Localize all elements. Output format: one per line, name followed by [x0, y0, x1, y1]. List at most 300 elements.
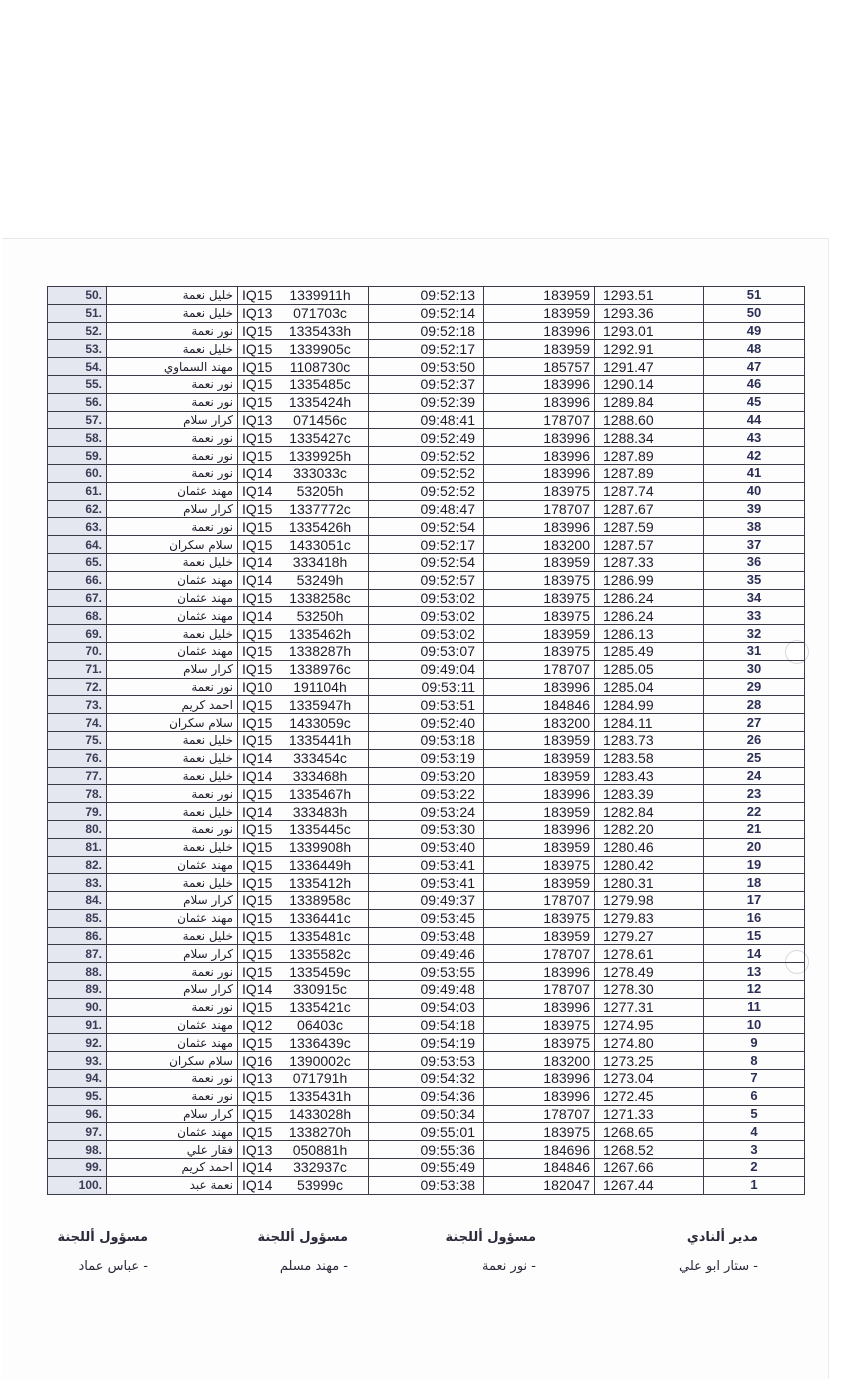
distance-cell: 183996: [484, 322, 595, 340]
ring-number-cell: [238, 714, 369, 732]
arrival-time-cell: 09:52:37: [369, 375, 484, 393]
speed-cell: 1268.52: [595, 1141, 704, 1159]
table-row: [48, 358, 805, 376]
ring-number: 1390002c: [289, 1052, 351, 1069]
ring-country-code: IQ15: [242, 643, 273, 660]
ring-number-cell: [238, 411, 369, 429]
ring-number: 06403c: [297, 1017, 343, 1034]
ring-number: 1433051c: [289, 536, 351, 553]
distance-cell: 178707: [484, 411, 595, 429]
speed-cell: 1286.24: [595, 589, 704, 607]
ring-country-code: IQ15: [242, 625, 273, 642]
ring-country-code: IQ15: [242, 358, 273, 375]
ring-country-code: IQ15: [242, 536, 273, 553]
ring-number-cell: [238, 767, 369, 785]
position-cell: 7: [704, 1070, 805, 1088]
distance-cell: 178707: [484, 981, 595, 999]
distance-cell: 183996: [484, 678, 595, 696]
distance-cell: 182047: [484, 1176, 595, 1194]
arrival-time-cell: 09:52:49: [369, 429, 484, 447]
distance-cell: 183959: [484, 803, 595, 821]
position-cell: 51: [704, 287, 805, 305]
table-row: [48, 625, 805, 643]
arrival-time-cell: 09:55:01: [369, 1123, 484, 1141]
speed-cell: 1287.67: [595, 500, 704, 518]
fancier-name-cell: كرار سلام: [107, 500, 238, 518]
ring-number-cell: [238, 696, 369, 714]
ring-number-cell: [238, 393, 369, 411]
ring-number: 1335427c: [289, 429, 351, 446]
ring-country-code: IQ15: [242, 732, 273, 749]
table-row: [48, 749, 805, 767]
ring-number-cell: [238, 838, 369, 856]
ring-number: 071703c: [293, 305, 347, 322]
position-cell: 41: [704, 464, 805, 482]
ring-number: 1339925h: [288, 447, 352, 464]
speed-cell: 1285.05: [595, 660, 704, 678]
ring-number-cell: [238, 358, 369, 376]
rank-cell: 81.: [48, 838, 107, 856]
fancier-name-cell: مهند عثمان: [107, 1016, 238, 1034]
ring-number: 1336449h: [288, 856, 352, 873]
signature-title: مسؤول أللجنة: [57, 1230, 148, 1245]
ring-number: 1338287h: [288, 643, 352, 660]
arrival-time-cell: 09:53:41: [369, 856, 484, 874]
rank-cell: 95.: [48, 1087, 107, 1105]
arrival-time-cell: 09:52:17: [369, 340, 484, 358]
fancier-name-cell: نور نعمة: [107, 375, 238, 393]
ring-number-cell: [238, 892, 369, 910]
ring-number-cell: [238, 375, 369, 393]
table-row: [48, 945, 805, 963]
ring-number: 53250h: [296, 607, 344, 624]
arrival-time-cell: 09:54:36: [369, 1087, 484, 1105]
distance-cell: 183959: [484, 749, 595, 767]
distance-cell: 183996: [484, 1070, 595, 1088]
position-cell: 47: [704, 358, 805, 376]
ring-number: 1335426h: [288, 518, 352, 535]
ring-country-code: IQ15: [242, 322, 273, 339]
distance-cell: 183959: [484, 927, 595, 945]
arrival-time-cell: 09:49:46: [369, 945, 484, 963]
fancier-name-cell: نور نعمة: [107, 1087, 238, 1105]
signature-committee-1: [445, 1230, 536, 1274]
speed-cell: 1280.31: [595, 874, 704, 892]
ring-country-code: IQ15: [242, 874, 273, 891]
position-cell: 33: [704, 607, 805, 625]
table-row: [48, 642, 805, 660]
ring-number-cell: [238, 1159, 369, 1177]
table-row: [48, 714, 805, 732]
signature-name: - مهند مسلم: [279, 1259, 348, 1274]
speed-cell: 1271.33: [595, 1105, 704, 1123]
ring-country-code: IQ15: [242, 340, 273, 357]
speed-cell: 1282.20: [595, 820, 704, 838]
rank-cell: 78.: [48, 785, 107, 803]
distance-cell: 184696: [484, 1141, 595, 1159]
position-cell: 50: [704, 304, 805, 322]
signature-name: - عباس عماد: [78, 1259, 148, 1274]
speed-cell: 1280.46: [595, 838, 704, 856]
fancier-name-cell: سلام سكران: [107, 536, 238, 554]
ring-country-code: IQ14: [242, 1159, 273, 1176]
rank-cell: 75.: [48, 731, 107, 749]
ring-number-cell: [238, 1141, 369, 1159]
distance-cell: 183975: [484, 1123, 595, 1141]
fancier-name-cell: كرار سلام: [107, 411, 238, 429]
ring-number-cell: [238, 909, 369, 927]
speed-cell: 1274.80: [595, 1034, 704, 1052]
arrival-time-cell: 09:48:41: [369, 411, 484, 429]
table-row: [48, 874, 805, 892]
position-cell: 6: [704, 1087, 805, 1105]
ring-number-cell: [238, 820, 369, 838]
position-cell: 34: [704, 589, 805, 607]
distance-cell: 183996: [484, 820, 595, 838]
table-row: [48, 803, 805, 821]
rank-cell: 54.: [48, 358, 107, 376]
arrival-time-cell: 09:55:36: [369, 1141, 484, 1159]
arrival-time-cell: 09:49:48: [369, 981, 484, 999]
fancier-name-cell: خليل نعمة: [107, 749, 238, 767]
fancier-name-cell: خليل نعمة: [107, 874, 238, 892]
ring-number: 1335947h: [288, 696, 352, 713]
speed-cell: 1279.83: [595, 909, 704, 927]
arrival-time-cell: 09:53:48: [369, 927, 484, 945]
rank-cell: 92.: [48, 1034, 107, 1052]
table-row: [48, 785, 805, 803]
ring-number-cell: [238, 1105, 369, 1123]
fancier-name-cell: نور نعمة: [107, 429, 238, 447]
rank-cell: 93.: [48, 1052, 107, 1070]
ring-country-code: IQ14: [242, 607, 273, 624]
arrival-time-cell: 09:52:13: [369, 287, 484, 305]
rank-cell: 94.: [48, 1070, 107, 1088]
ring-number-cell: [238, 874, 369, 892]
ring-number-cell: [238, 803, 369, 821]
ring-country-code: IQ14: [242, 803, 273, 820]
speed-cell: 1287.74: [595, 482, 704, 500]
ring-number-cell: [238, 447, 369, 465]
distance-cell: 178707: [484, 945, 595, 963]
position-cell: 31: [704, 642, 805, 660]
fancier-name-cell: نعمة عبد: [107, 1176, 238, 1194]
rank-cell: 74.: [48, 714, 107, 732]
rank-cell: 84.: [48, 892, 107, 910]
table-row: [48, 678, 805, 696]
fancier-name-cell: نور نعمة: [107, 322, 238, 340]
position-cell: 25: [704, 749, 805, 767]
ring-number: 53249h: [296, 572, 344, 589]
arrival-time-cell: 09:55:49: [369, 1159, 484, 1177]
position-cell: 4: [704, 1123, 805, 1141]
ring-country-code: IQ13: [242, 1141, 273, 1158]
rank-cell: 88.: [48, 963, 107, 981]
ring-number-cell: [238, 607, 369, 625]
ring-country-code: IQ15: [242, 394, 273, 411]
distance-cell: 184846: [484, 696, 595, 714]
fancier-name-cell: احمد كريم: [107, 1159, 238, 1177]
position-cell: 5: [704, 1105, 805, 1123]
position-cell: 40: [704, 482, 805, 500]
table-row: [48, 1016, 805, 1034]
table-row: [48, 981, 805, 999]
position-cell: 12: [704, 981, 805, 999]
ring-number: 1338258c: [289, 589, 351, 606]
rank-cell: 51.: [48, 304, 107, 322]
arrival-time-cell: 09:48:47: [369, 500, 484, 518]
signature-title: مسؤول أللجنة: [445, 1230, 536, 1245]
ring-number: 53205h: [296, 483, 344, 500]
speed-cell: 1290.14: [595, 375, 704, 393]
speed-cell: 1273.25: [595, 1052, 704, 1070]
speed-cell: 1286.99: [595, 571, 704, 589]
rank-cell: 97.: [48, 1123, 107, 1141]
distance-cell: 185757: [484, 358, 595, 376]
ring-number-cell: [238, 429, 369, 447]
ring-number: 1338976c: [289, 661, 351, 678]
rank-cell: 69.: [48, 625, 107, 643]
speed-cell: 1284.99: [595, 696, 704, 714]
position-cell: 42: [704, 447, 805, 465]
distance-cell: 183996: [484, 447, 595, 465]
fancier-name-cell: نور نعمة: [107, 678, 238, 696]
distance-cell: 183975: [484, 856, 595, 874]
table-row: [48, 447, 805, 465]
ring-country-code: IQ15: [242, 1088, 273, 1105]
ring-number-cell: [238, 731, 369, 749]
rank-cell: 72.: [48, 678, 107, 696]
arrival-time-cell: 09:53:24: [369, 803, 484, 821]
position-cell: 46: [704, 375, 805, 393]
table-row: [48, 1159, 805, 1177]
ring-number: 1335459c: [289, 963, 351, 980]
speed-cell: 1278.61: [595, 945, 704, 963]
ring-country-code: IQ15: [242, 928, 273, 945]
ring-country-code: IQ15: [242, 1106, 273, 1123]
position-cell: 30: [704, 660, 805, 678]
distance-cell: 183959: [484, 838, 595, 856]
distance-cell: 183959: [484, 304, 595, 322]
position-cell: 22: [704, 803, 805, 821]
arrival-time-cell: 09:53:07: [369, 642, 484, 660]
ring-number-cell: [238, 500, 369, 518]
ring-number: 1433059c: [289, 714, 351, 731]
ring-number: 1335421c: [289, 999, 351, 1016]
distance-cell: 184846: [484, 1159, 595, 1177]
fancier-name-cell: نور نعمة: [107, 963, 238, 981]
ring-number: 1339911h: [289, 287, 351, 304]
position-cell: 13: [704, 963, 805, 981]
speed-cell: 1278.30: [595, 981, 704, 999]
fancier-name-cell: نور نعمة: [107, 518, 238, 536]
ring-country-code: IQ10: [242, 678, 273, 695]
table-row: [48, 767, 805, 785]
table-row: [48, 304, 805, 322]
ring-number: 1335424h: [288, 394, 352, 411]
distance-cell: 183996: [484, 1087, 595, 1105]
ring-number: 050881h: [292, 1141, 348, 1158]
position-cell: 43: [704, 429, 805, 447]
table-row: [48, 892, 805, 910]
ring-number-cell: [238, 287, 369, 305]
table-row: [48, 731, 805, 749]
distance-cell: 183959: [484, 553, 595, 571]
table-row: [48, 322, 805, 340]
position-cell: 23: [704, 785, 805, 803]
rank-cell: 64.: [48, 536, 107, 554]
table-row: [48, 375, 805, 393]
fancier-name-cell: خليل نعمة: [107, 340, 238, 358]
ring-country-code: IQ15: [242, 429, 273, 446]
rank-cell: 77.: [48, 767, 107, 785]
fancier-name-cell: سلام سكران: [107, 1052, 238, 1070]
arrival-time-cell: 09:54:18: [369, 1016, 484, 1034]
ring-number: 1335485c: [289, 376, 351, 393]
table-row: [48, 1123, 805, 1141]
ring-country-code: IQ15: [242, 287, 273, 304]
fancier-name-cell: خليل نعمة: [107, 803, 238, 821]
distance-cell: 183975: [484, 607, 595, 625]
fancier-name-cell: خليل نعمة: [107, 304, 238, 322]
ring-country-code: IQ15: [242, 1123, 273, 1140]
arrival-time-cell: 09:54:03: [369, 998, 484, 1016]
ring-number: 333454c: [293, 750, 347, 767]
ring-country-code: IQ15: [242, 589, 273, 606]
table-row: [48, 287, 805, 305]
speed-cell: 1284.11: [595, 714, 704, 732]
table-row: [48, 696, 805, 714]
distance-cell: 183200: [484, 536, 595, 554]
ring-country-code: IQ15: [242, 696, 273, 713]
table-row: [48, 393, 805, 411]
distance-cell: 183975: [484, 1016, 595, 1034]
rank-cell: 58.: [48, 429, 107, 447]
speed-cell: 1286.13: [595, 625, 704, 643]
distance-cell: 183996: [484, 429, 595, 447]
fancier-name-cell: نور نعمة: [107, 820, 238, 838]
distance-cell: 183959: [484, 340, 595, 358]
fancier-name-cell: مهند عثمان: [107, 589, 238, 607]
ring-country-code: IQ14: [242, 981, 273, 998]
rank-cell: 65.: [48, 553, 107, 571]
speed-cell: 1288.34: [595, 429, 704, 447]
arrival-time-cell: 09:53:53: [369, 1052, 484, 1070]
position-cell: 29: [704, 678, 805, 696]
ring-number-cell: [238, 963, 369, 981]
arrival-time-cell: 09:52:52: [369, 482, 484, 500]
signature-club-manager: [679, 1230, 758, 1274]
ring-country-code: IQ15: [242, 856, 273, 873]
ring-number-cell: [238, 678, 369, 696]
ring-country-code: IQ14: [242, 465, 273, 482]
ring-country-code: IQ15: [242, 910, 273, 927]
ring-number: 1335582c: [289, 945, 351, 962]
arrival-time-cell: 09:52:14: [369, 304, 484, 322]
position-cell: 17: [704, 892, 805, 910]
arrival-time-cell: 09:50:34: [369, 1105, 484, 1123]
ring-country-code: IQ14: [242, 750, 273, 767]
speed-cell: 1292.91: [595, 340, 704, 358]
distance-cell: 183975: [484, 1034, 595, 1052]
distance-cell: 183996: [484, 393, 595, 411]
rank-cell: 59.: [48, 447, 107, 465]
rank-cell: 57.: [48, 411, 107, 429]
fancier-name-cell: كرار سلام: [107, 1105, 238, 1123]
fancier-name-cell: نور نعمة: [107, 393, 238, 411]
arrival-time-cell: 09:52:39: [369, 393, 484, 411]
speed-cell: 1283.39: [595, 785, 704, 803]
table-row: [48, 1052, 805, 1070]
rank-cell: 82.: [48, 856, 107, 874]
arrival-time-cell: 09:53:41: [369, 874, 484, 892]
ring-number-cell: [238, 1070, 369, 1088]
arrival-time-cell: 09:53:45: [369, 909, 484, 927]
ring-number-cell: [238, 304, 369, 322]
distance-cell: 183975: [484, 909, 595, 927]
arrival-time-cell: 09:53:30: [369, 820, 484, 838]
ring-country-code: IQ15: [242, 945, 273, 962]
ring-number-cell: [238, 660, 369, 678]
fancier-name-cell: سلام سكران: [107, 714, 238, 732]
fancier-name-cell: مهند عثمان: [107, 571, 238, 589]
rank-cell: 67.: [48, 589, 107, 607]
position-cell: 32: [704, 625, 805, 643]
fancier-name-cell: نور نعمة: [107, 447, 238, 465]
ring-country-code: IQ15: [242, 518, 273, 535]
fancier-name-cell: مهند عثمان: [107, 642, 238, 660]
fancier-name-cell: كرار سلام: [107, 981, 238, 999]
arrival-time-cell: 09:53:55: [369, 963, 484, 981]
ring-number: 1339908h: [288, 839, 352, 856]
ring-number-cell: [238, 927, 369, 945]
speed-cell: 1267.66: [595, 1159, 704, 1177]
fancier-name-cell: فقار علي: [107, 1141, 238, 1159]
speed-cell: 1287.57: [595, 536, 704, 554]
distance-cell: 183975: [484, 571, 595, 589]
position-cell: 35: [704, 571, 805, 589]
ring-number: 330915c: [293, 981, 347, 998]
fancier-name-cell: احمد كريم: [107, 696, 238, 714]
fancier-name-cell: كرار سلام: [107, 660, 238, 678]
ring-number-cell: [238, 536, 369, 554]
ring-country-code: IQ15: [242, 963, 273, 980]
rank-cell: 99.: [48, 1159, 107, 1177]
ring-country-code: IQ15: [242, 821, 273, 838]
ring-number-cell: [238, 1034, 369, 1052]
fancier-name-cell: مهند عثمان: [107, 1123, 238, 1141]
distance-cell: 183200: [484, 714, 595, 732]
fancier-name-cell: خليل نعمة: [107, 838, 238, 856]
position-cell: 16: [704, 909, 805, 927]
ring-number-cell: [238, 945, 369, 963]
position-cell: 38: [704, 518, 805, 536]
fancier-name-cell: مهند عثمان: [107, 607, 238, 625]
position-cell: 45: [704, 393, 805, 411]
ring-number: 332937c: [293, 1159, 347, 1176]
table-row: [48, 518, 805, 536]
position-cell: 36: [704, 553, 805, 571]
rank-cell: 76.: [48, 749, 107, 767]
position-cell: 39: [704, 500, 805, 518]
arrival-time-cell: 09:52:54: [369, 518, 484, 536]
speed-cell: 1291.47: [595, 358, 704, 376]
ring-number-cell: [238, 322, 369, 340]
signature-title: مدير ألنادي: [686, 1230, 758, 1245]
arrival-time-cell: 09:54:19: [369, 1034, 484, 1052]
rank-cell: 79.: [48, 803, 107, 821]
table-row: [48, 909, 805, 927]
